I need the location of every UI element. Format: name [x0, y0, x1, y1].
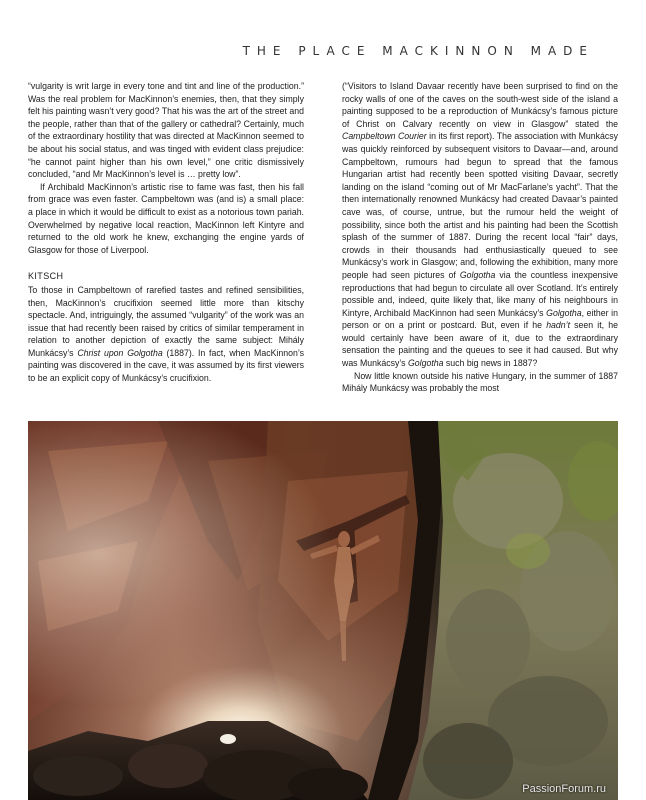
text-run: (“Visitors to Island Davaar recently have been surprised to find on the rocky walls of one of the caves on the south-west side of the island a painting supposed to be a reproduction of Munkácsy’s famous picture of Christ on Calvary recently on view in Glasgow” stated the — [342, 81, 618, 129]
watermark: PassionForum.ru — [522, 783, 606, 795]
artwork-title: Christ upon Golgotha — [77, 347, 163, 358]
section-subhead: KITSCH — [28, 271, 64, 282]
cave-illustration — [28, 421, 618, 800]
emphasis: hadn’t — [546, 320, 571, 331]
text-run: such big news in 1887? — [443, 358, 538, 369]
artwork-title: Golgotha — [407, 358, 444, 369]
publication-title: Campbeltown Courier — [342, 131, 427, 142]
text-run: in its first report). The association with Munkácsy was quickly reinforced by subsequent visitors to Davaar—and, around Campbeltown, rumours had begun to spread that the famous Hungarian artist had recently been spotted visiting Davaar, secretly landing on the island “coming out of Mr MacFarlane’s yacht”. That the then internationally renowned Munkácsy had created Davaar’s painted cave was, of course, untrue, but the rumour held the weight of possibility, since both the artist and his painting had been the Scottish splash of the summer of 1887. During the recent local “fair” days, crowds in their thousands had enthusiastically queued to see Munkácsy’s work in Glasgow; and, following the exhibition, many more people had seen pictures of — [342, 131, 618, 280]
artwork-title: Golgotha — [546, 307, 582, 318]
text-run: seen it, he would certainly have been aware of it, due to the extraordinary sensation the painting and the queues to see it had caused. But why was Munkácsy’s — [342, 320, 618, 369]
right-column — [342, 80, 618, 395]
artwork-title: Golgotha — [459, 269, 496, 280]
text-run: via the countless inexpensive reproductions that had begun to circulate all over Scotland. It’s entirely possible and, indeed, quite likely that, like many of his neighbours in Kintyre, Archibald MacKinnon had seen Munkácsy’s — [342, 269, 618, 318]
right-paragraph-1 — [342, 80, 618, 370]
left-paragraph-3 — [28, 284, 304, 385]
left-paragraph-1: “vulgarity is writ large in every tone and tint and line of the production.” Was the real problem for MacKinnon’s enemies, then, that they simply felt his painting wasn’t very good? That his was the art of the street and the people, rather than that of the gallery or cathedral? Certainly, much of the extraordinary hostility that was directed at MacKinnon seemed to be about his social status, and was tinged with evident class prejudice: “he cannot paint higher than his own level,” one critic dismissively concluded, “and Mr MacKinnon’s level is … pretty low”. — [28, 81, 304, 180]
text-run: (1887). In fact, when MacKinnon’s painting was discovered in the cave, it was assumed by its first viewers to be an explicit copy of Munkácsy’s crucifixion. — [28, 347, 304, 384]
text-run: , either in person or on a print or postcard. But, even if he — [342, 307, 618, 331]
left-paragraph-2: If Archibald MacKinnon’s artistic rise to fame was fast, then his fall from grace was even faster. Campbeltown was (and is) a small place: a place in which it would be difficult to exist as a notorious town pariah. Overwhelmed by negative local reaction, MacKinnon left Kintyre and returned to the old work he knew, exchanging the engine yards of Glasgow for those of Liverpool. — [28, 181, 304, 255]
right-paragraph-2: Now little known outside his native Hungary, in the summer of 1887 Mihály Munkácsy was probably the most — [342, 370, 618, 394]
cave-painting-photo — [28, 421, 618, 800]
running-head: THE PLACE MACKINNON MADE — [242, 44, 594, 58]
text-run: To those in Campbeltown of rarefied tastes and refined sensibilities, then, MacKinnon’s crucifixion seemed little more than kitschy spectacle. And, intriguingly, the assumed “vulgarity” of the work was an issue that had recently been raised by critics of similar temperament in relation to another depiction of exactly the same subject: Mihály Munkácsy’s — [28, 284, 304, 358]
left-column — [28, 80, 304, 385]
